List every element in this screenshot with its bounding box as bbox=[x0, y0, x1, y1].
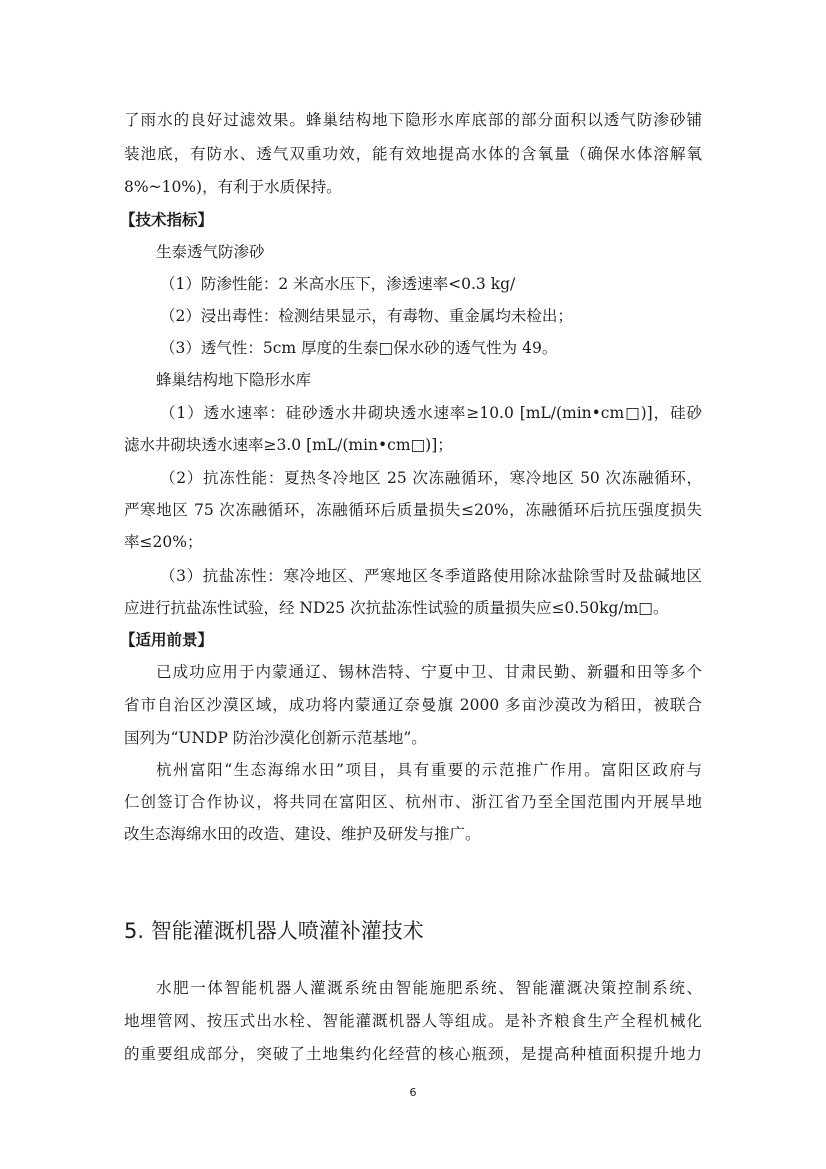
paragraph-line: （2）浸出毒性：检测结果显示，有毒物、重金属均未检出； bbox=[160, 307, 573, 325]
paragraph-line: 省市自治区沙漠区域，成功将内蒙通辽奈曼旗 2000 多亩沙漠改为稻田，被联合 bbox=[124, 696, 702, 714]
paragraph-line: 地埋管网、按压式出水栓、智能灌溉机器人等组成。是补齐粮食生产全程机械化 bbox=[124, 1012, 702, 1030]
paragraph-line: 8%~10%)，有利于水质保持。 bbox=[124, 178, 342, 196]
paragraph-line: 了雨水的良好过滤效果。蜂巢结构地下隐形水库底部的部分面积以透气防渗砂铺 bbox=[124, 111, 702, 129]
paragraph-line: 改生态海绵水田的改造、建设、维护及研发与推广。 bbox=[124, 825, 481, 843]
subheading-line: 蜂巢结构地下隐形水库 bbox=[156, 371, 312, 389]
paragraph-line: 滤水井砌块透水速率≥3.0 [mL/(min•cm□)]； bbox=[124, 436, 453, 454]
paragraph-line: 仁创签订合作协议，将共同在富阳区、杭州市、浙江省乃至全国范围内开展旱地 bbox=[124, 793, 702, 811]
page-number: 6 bbox=[409, 1086, 417, 1099]
paragraph-line: （3）抗盐冻性：寒冷地区、严寒地区冬季道路使用除冰盐除雪时及盐碱地区 bbox=[160, 567, 702, 585]
paragraph-line: 应进行抗盐冻性试验，经 ND25 次抗盐冻性试验的质量损失应≤0.50kg/m□。 bbox=[124, 599, 669, 617]
paragraph-line: （1）防渗性能：2 米高水压下，渗透速率<0.3 kg/ bbox=[160, 275, 516, 293]
paragraph-line: （3）透气性：5cm 厚度的生泰□保水砂的透气性为 49。 bbox=[160, 339, 558, 357]
heading-tech-specs: 【技术指标】 bbox=[120, 211, 214, 229]
paragraph-line: （2）抗冻性能：夏热冬冷地区 25 次冻融循环，寒冷地区 50 次冻融循环， bbox=[160, 469, 702, 487]
paragraph-line: 国列为“UNDP 防治沙漠化创新示范基地”。 bbox=[124, 729, 427, 747]
paragraph-line: 严寒地区 75 次冻融循环，冻融循环后质量损失≤20%，冻融循环后抗压强度损失 bbox=[124, 501, 702, 519]
subheading-line: 生泰透气防渗砂 bbox=[156, 243, 265, 261]
heading-applications: 【适用前景】 bbox=[120, 631, 214, 649]
paragraph-line: 水肥一体智能机器人灌溉系统由智能施肥系统、智能灌溉决策控制系统、 bbox=[156, 979, 702, 997]
paragraph-line: （1）透水速率：硅砂透水井砌块透水速率≥10.0 [mL/(min•cm□)]，硅砂 bbox=[160, 404, 702, 422]
section-title: 5. 智能灌溉机器人喷灌补灌技术 bbox=[124, 919, 424, 943]
paragraph-line: 已成功应用于内蒙通辽、锡林浩特、宁夏中卫、甘肃民勤、新疆和田等多个 bbox=[156, 663, 702, 681]
paragraph-line: 的重要组成部分，突破了土地集约化经营的核心瓶颈，是提高种植面积提升地力 bbox=[124, 1045, 702, 1063]
paragraph-line: 装池底，有防水、透气双重功效，能有效地提高水体的含氧量（确保水体溶解氧 bbox=[124, 145, 702, 163]
paragraph-line: 率≤20%； bbox=[124, 533, 203, 551]
paragraph-line: 杭州富阳“生态海绵水田”项目，具有重要的示范推广作用。富阳区政府与 bbox=[156, 761, 702, 779]
